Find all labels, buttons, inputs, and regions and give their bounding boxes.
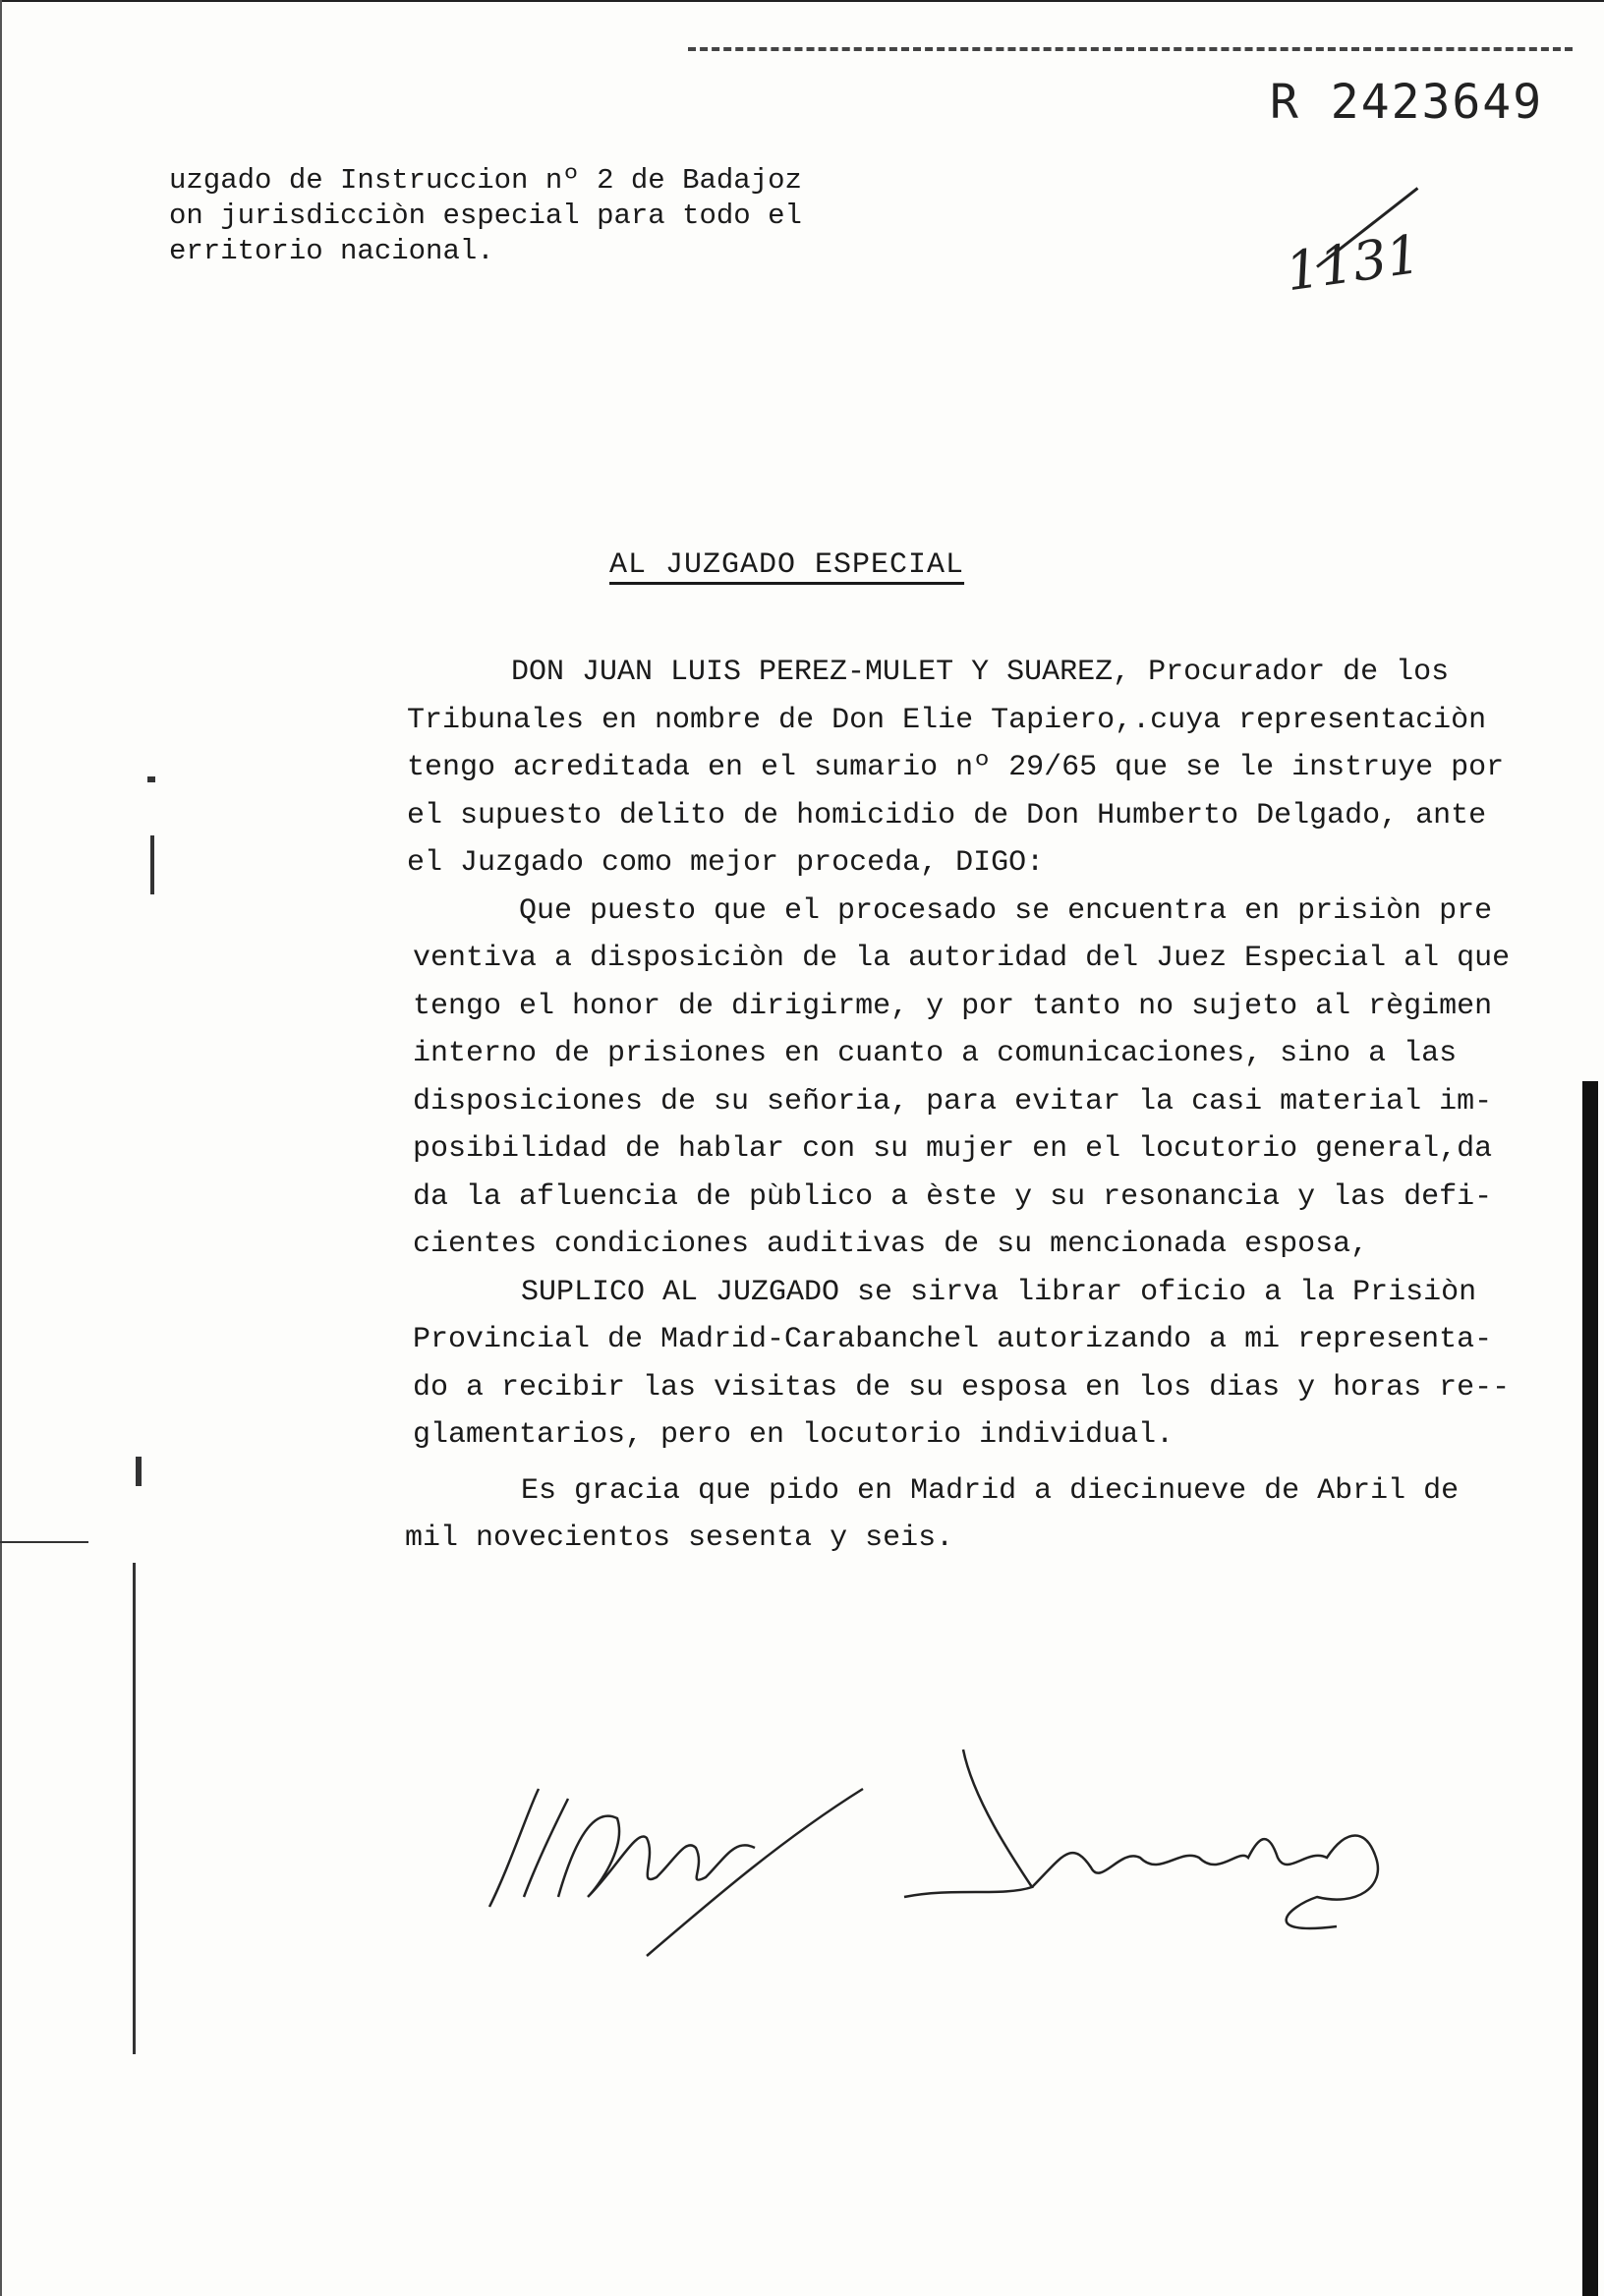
registry-number: R 2423649 xyxy=(1270,75,1544,130)
handwritten-reference: 1131 xyxy=(1282,222,1425,304)
body-line: disposiciones de su señoria, para evitar la casi material im- xyxy=(413,1084,1493,1119)
body-line: ventiva a disposiciòn de la autoridad del Juez Especial al que xyxy=(413,942,1511,975)
signature-left xyxy=(470,1750,883,1976)
body-line: Provincial de Madrid-Carabanchel autorizando a mi representa- xyxy=(413,1323,1493,1356)
body-line: tengo acreditada en el sumario nº 29/65 que se le instruye por xyxy=(407,751,1505,784)
body-line: cientes condiciones auditivas de su mencionada esposa, xyxy=(413,1228,1369,1261)
scan-top-edge xyxy=(0,0,1604,14)
body-line: DON JUAN LUIS PEREZ-MULET Y SUAREZ, Procurador de los xyxy=(511,656,1450,689)
scan-left-edge xyxy=(0,0,2,2296)
margin-mark xyxy=(136,1457,142,1486)
body-line: interno de prisiones en cuanto a comunicaciones, sino a las xyxy=(413,1037,1458,1070)
body-line: Tribunales en nombre de Don Elie Tapiero,.cuya representaciòn xyxy=(407,703,1487,737)
header-line: on jurisdicciòn especial para todo el xyxy=(169,200,802,232)
header-line: uzgado de Instruccion nº 2 de Badajoz xyxy=(169,164,802,197)
body-line: SUPLICO AL JUZGADO se sirva librar oficio a la Prisiòn xyxy=(521,1275,1477,1309)
body-line: glamentarios, pero en locutorio individual. xyxy=(413,1418,1174,1452)
body-line: do a recibir las visitas de su esposa en los dias y horas re-- xyxy=(413,1370,1511,1405)
signature-left-drawing xyxy=(470,1750,883,1976)
body-line: posibilidad de hablar con su mujer en el locutorio general,da xyxy=(413,1132,1493,1166)
body-line: Es gracia que pido en Madrid a diecinueve de Abril de xyxy=(521,1473,1460,1508)
body-line: tengo el honor de dirigirme, y por tanto no sujeto al règimen xyxy=(413,989,1493,1023)
court-header xyxy=(169,163,802,269)
body-line: Que puesto que el procesado se encuentra en prisiòn pre xyxy=(519,893,1493,928)
margin-mark xyxy=(147,776,155,782)
signature-right xyxy=(865,1740,1435,1966)
body-line: el Juzgado como mejor proceda, DIGO: xyxy=(407,846,1045,880)
header-line: erritorio nacional. xyxy=(169,235,494,267)
body-line: mil novecientos sesenta y seis. xyxy=(405,1521,954,1555)
document-body xyxy=(405,649,1592,1563)
body-line: el supuesto delito de homicidio de Don Humberto Delgado, ante xyxy=(407,798,1487,832)
signature-right-drawing xyxy=(865,1740,1435,1966)
margin-mark xyxy=(150,835,154,894)
body-line: da la afluencia de pùblico a èste y su resonancia y las defi- xyxy=(413,1179,1493,1214)
document-title: AL JUZGADO ESPECIAL xyxy=(609,548,965,582)
margin-mark xyxy=(0,1541,88,1543)
scan-top-artifact xyxy=(688,47,1573,51)
margin-mark xyxy=(133,1563,136,2054)
